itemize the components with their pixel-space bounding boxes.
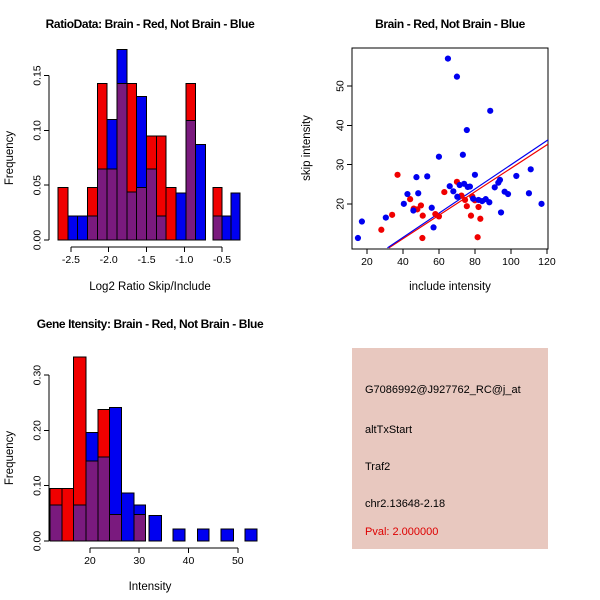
panel-gene-info <box>300 300 600 600</box>
svg-text:40: 40 <box>397 256 409 268</box>
event-type-text: altTxStart <box>365 424 413 436</box>
svg-text:20: 20 <box>361 256 373 268</box>
svg-text:40: 40 <box>182 555 195 567</box>
svg-text:0.10: 0.10 <box>31 475 44 496</box>
svg-text:0.20: 0.20 <box>31 420 44 441</box>
svg-text:0.00: 0.00 <box>31 229 44 251</box>
panel-intensity-scatter <box>300 0 600 300</box>
scatter-xlabel: include intensity <box>409 281 491 293</box>
panel-ratio-histogram <box>0 0 300 300</box>
ratio-hist-title: RatioData: Brain - Red, Not Brain - Blue <box>45 17 255 31</box>
scatter-ylabel: skip intensity <box>301 115 313 181</box>
svg-text:100: 100 <box>502 256 520 268</box>
svg-text:50: 50 <box>231 555 244 567</box>
gene-hist-xlabel: Intensity <box>128 581 172 593</box>
ratio-hist-xlabel: Log2 Ratio Skip/Include <box>89 281 211 293</box>
location-text: chr2.13648-2.18 <box>365 498 446 510</box>
probe-id-text: G7086992@J927762_RC@j_at <box>365 384 521 396</box>
svg-text:50: 50 <box>334 80 347 92</box>
scatter-title: Brain - Red, Not Brain - Blue <box>375 17 525 31</box>
svg-text:80: 80 <box>469 256 481 268</box>
svg-text:60: 60 <box>433 256 445 268</box>
p-value-text: Pval: 2.000000 <box>365 526 439 538</box>
svg-text:-2.5: -2.5 <box>61 254 80 266</box>
panel-gene-intensity-histogram <box>0 300 300 600</box>
gene-intensity-histogram-plot <box>0 300 300 600</box>
svg-text:20: 20 <box>84 555 96 567</box>
svg-text:120: 120 <box>538 256 556 268</box>
svg-text:0.05: 0.05 <box>31 174 44 196</box>
gene-info-box <box>352 348 548 549</box>
svg-text:0.10: 0.10 <box>31 120 44 141</box>
svg-text:30: 30 <box>334 158 347 171</box>
svg-text:0.30: 0.30 <box>31 364 44 386</box>
svg-text:-1.5: -1.5 <box>137 254 156 266</box>
ratio-hist-ylabel: Frequency <box>4 130 16 186</box>
gene-hist-title: Gene Itensity: Brain - Red, Not Brain - Blue <box>36 317 264 331</box>
intensity-scatter-plot <box>300 0 600 300</box>
svg-text:30: 30 <box>133 555 146 567</box>
svg-text:-2.0: -2.0 <box>99 254 118 266</box>
svg-text:0.00: 0.00 <box>31 530 44 552</box>
svg-text:20: 20 <box>334 198 347 210</box>
svg-text:40: 40 <box>334 119 347 132</box>
svg-text:-0.5: -0.5 <box>213 254 232 266</box>
ratio-histogram-plot <box>0 0 300 300</box>
svg-text:-1.0: -1.0 <box>175 254 194 266</box>
gene-symbol-text: Traf2 <box>365 461 391 473</box>
svg-text:0.15: 0.15 <box>31 65 44 86</box>
gene-hist-ylabel: Frequency <box>4 430 16 486</box>
